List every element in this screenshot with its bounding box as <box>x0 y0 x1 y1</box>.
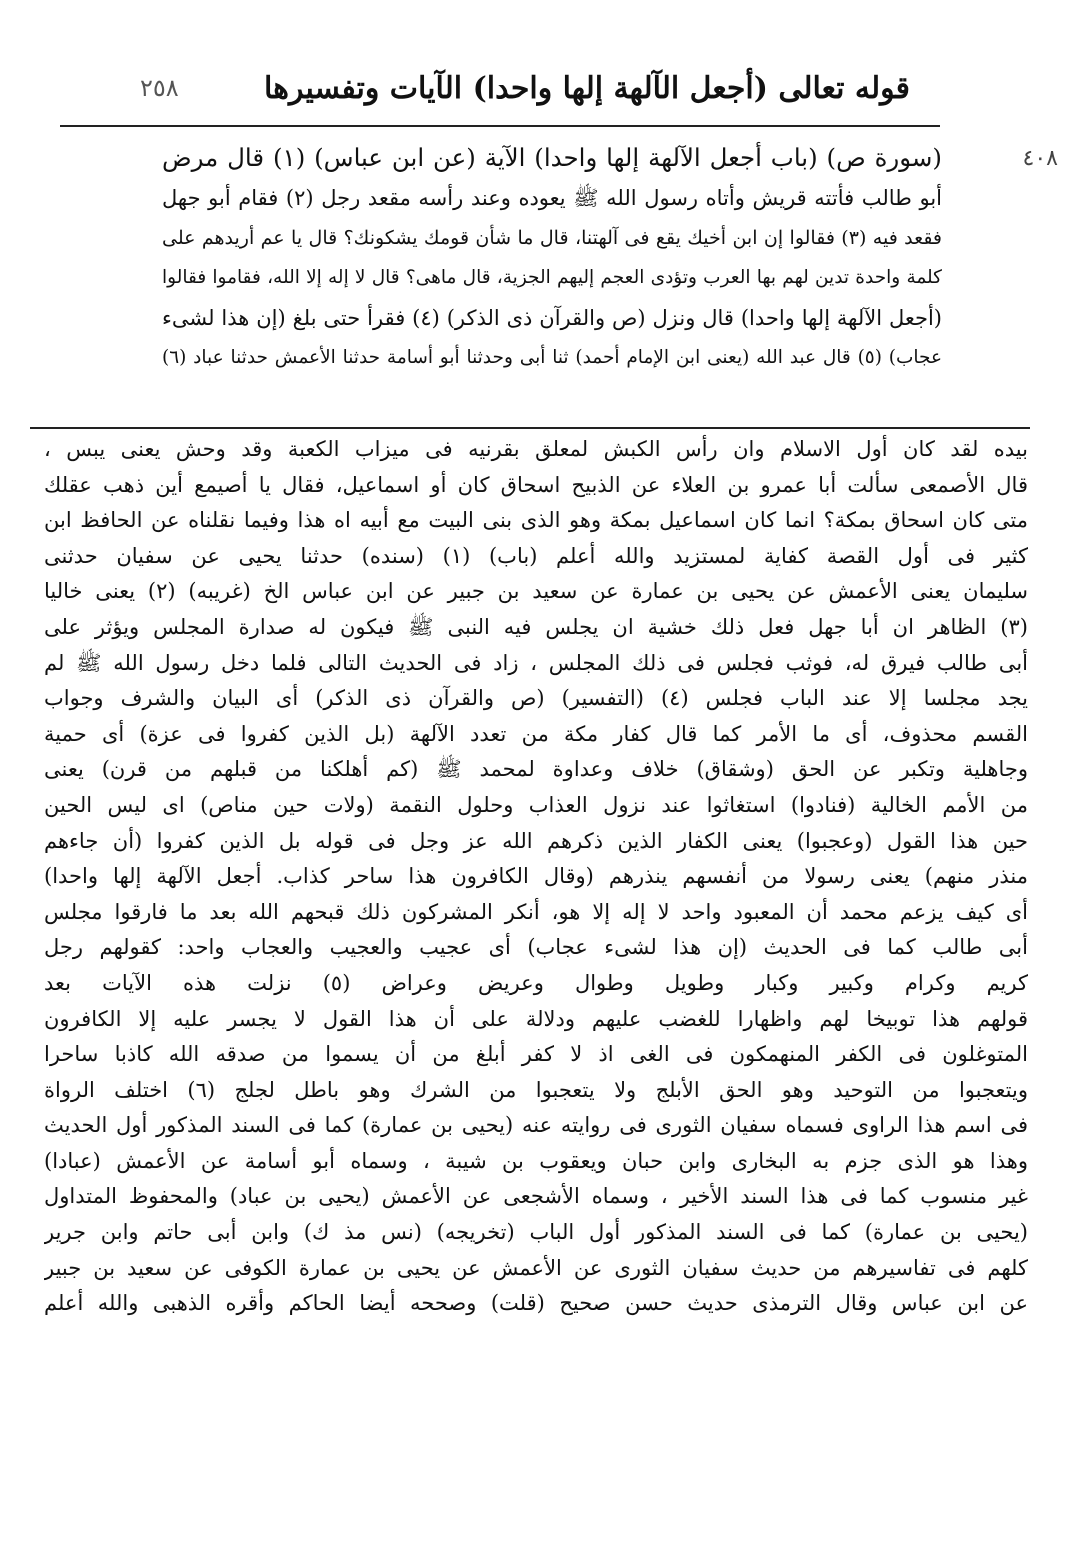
section-divider <box>30 427 1030 429</box>
hadith-line: كلمة واحدة تدين لهم بها العرب وتؤدى العجم إليهم الجزية، قال ماهى؟ قال لا إله إلا الله، فقاموا فقالوا <box>162 267 942 288</box>
commentary-line: أبى طالب كما فى الحديث (إن هذا لشىء عجاب) أى عجيب والعجيب والعجاب واحد: كقولهم رجل <box>44 935 1028 960</box>
hadith-line: أبو طالب فأتته قريش وأتاه رسول الله ﷺ يعوده وعند رأسه مقعد رجل (٢) فقام أبو جهل <box>162 186 942 210</box>
commentary-line: كثير فى أول القصة كفاية لمستزيد والله أعلم (باب) (١) (سنده) حدثنا يحيى عن سفيان حدثنى <box>44 543 1028 568</box>
commentary-line: قولهم هذا توبيخا لهم واظهارا للغضب عليهم ودلالة على أن هذا القول لا يجسر عليه إلا الكافرون <box>44 1006 1028 1031</box>
commentary-line: غير منسوب كما فى هذا السند الأخير ، وسماه الأشجعى عن الأعمش (يحيى بن عباد) والمحفوظ المتداول <box>44 1184 1028 1209</box>
commentary-line: يجد مجلسا إلا عند الباب فجلس (٤) (التفسير) (ص والقرآن ذى الذكر) أى البيان والشرف وجواب <box>44 686 1028 711</box>
commentary-line: منذر منهم) يعنى رسولا من أنفسهم ينذرهم (وقال الكافرون هذا ساحر كذاب. أجعل الآلهة إلها واحدا) <box>44 864 1028 889</box>
page-number: ٢٥٨ <box>140 74 179 102</box>
commentary-line: وجاهلية وتكبر عن الحق (وشقاق) خلاف وعداوة لمحمد ﷺ (كم أهلكنا من قبلهم من قرن) يعنى <box>44 757 1028 782</box>
hadith-line: (أجعل الآلهة إلها واحدا) قال ونزل (ص والقرآن ذى الذكر) (٤) فقرأ حتى بلغ (إن هذا لشىء <box>162 306 942 330</box>
commentary-line: حين هذا القول (وعجبوا) يعنى الكفار الذين ذكرهم الله عز وجل فى قوله بل الذين كفروا (أن جاءهم <box>44 828 1028 853</box>
running-header <box>140 58 910 118</box>
header-title: قوله تعالى (أجعل الآلهة إلها واحدا) الآيات وتفسيرها <box>264 70 910 106</box>
commentary-footnotes <box>44 432 1028 1322</box>
commentary-line: القسم محذوف، أى ما الأمر كما قال كفار مكة من تعدد الآلهة (بل الذين كفروا فى عزة) أى حمية <box>44 721 1028 746</box>
commentary-line: بيده لقد كان أول الاسلام وان رأس الكبش لمعلق بقرنيه فى ميزاب الكعبة وقد وحش يعنى يبس ، <box>44 437 1028 461</box>
commentary-line: سليمان يعنى الأعمش عن يحيى بن عمارة عن سعيد بن جبير عن ابن عباس الخ (غريبه) (٢) يعنى خاليا <box>44 579 1028 604</box>
commentary-line: (يحيى بن عمارة) كما فى السند المذكور أول الباب (تخريجه) (نس مذ ك) وابن أبى حاتم وابن جرير <box>44 1220 1028 1245</box>
commentary-line: كريم وكرام وكبير وكبار وطويل وطوال وعريض وعراض (٥) نزلت هذه الآيات بعد <box>44 970 1028 995</box>
commentary-line: (٣) الظاهر ان أبا جهل فعل ذلك خشية ان يجلس فيه النبى ﷺ فيكون له صدارة المجلس ويؤثر على <box>44 614 1028 639</box>
commentary-line: وهذا هو الذى جزم به البخارى وابن حبان ويعقوب بن شيبة ، وسماه أبو أسامة عن الأعمش (عبادا) <box>44 1148 1028 1173</box>
commentary-line: أى كيف يزعم محمد أن المعبود واحد لا إله إلا هو، أنكر المشركون ذلك قبحهم الله بعد ما فارقوا مجلس <box>44 899 1028 924</box>
commentary-line: متى كان اسحاق بمكة؟ انما كان اسماعيل بمكة وهو الذى بنى البيت مع أبيه اه هذا وفيما نقلناه عن الحافظ ابن <box>44 508 1028 533</box>
commentary-line: من الأمم الخالية (فنادوا) استغاثوا عند نزول العذاب وحلول النقمة (ولات حين مناص) اى ليس الحين <box>44 792 1028 817</box>
hadith-line: عجاب) (٥) قال عبد الله (يعنى ابن الإمام أحمد) ثنا أبى وحدثنا أبو أسامة حدثنا الأعمش حدثنا عباد (٦) <box>162 347 942 368</box>
commentary-line: أبى طالب فيرق له، فوثب فجلس فى ذلك المجلس ، زاد فى الحديث التالى فلما دخل رسول الله ﷺ لم <box>44 650 1028 675</box>
commentary-line: كلهم فى تفاسيرهم من حديث سفيان الثورى عن الأعمش عن يحيى بن عمارة الكوفى عن سعيد بن جبير <box>44 1255 1028 1280</box>
commentary-line: المتوغلون فى الكفر المنهمكون فى الغى اذ لا كفر أبلغ من أن يسموا من صدقه الله كاذبا ساحرا <box>44 1042 1028 1067</box>
hadith-line: (سورة ص) (باب أجعل الآلهة إلها واحدا) الآية (عن ابن عباس) (١) قال مرض <box>162 143 942 172</box>
commentary-line: ويتعجبوا من التوحيد وهو الحق الأبلج ولا يتعجبوا من الشرك وهو باطل لجلج (٦) اختلف الرواة <box>44 1077 1028 1102</box>
commentary-line: فى اسم هذا الراوى فسماه سفيان الثورى فى روايته عنه (يحيى بن عمارة) كما فى السند المذكور أول الحديث <box>44 1113 1028 1138</box>
hadith-text <box>162 138 942 378</box>
hadith-line: فقعد فيه (٣) فقالوا إن ابن أخيك يقع فى آلهتنا، قال ما شأن قومك يشكونك؟ قال يا عم أريدهم على <box>162 227 942 249</box>
hadith-number: ٤٠٨ <box>1022 146 1058 171</box>
header-rule <box>60 125 940 127</box>
commentary-line: قال الأصمعى سألت أبا عمرو بن العلاء عن الذبيح اسحاق كان أو اسماعيل، فقال يا أصيمع أين ذهب عقلك <box>44 472 1028 497</box>
commentary-line: عن ابن عباس وقال الترمذى حديث حسن صحيح (قلت) وصححه أيضا الحاكم وأقره الذهبى والله أعلم <box>44 1291 1028 1316</box>
